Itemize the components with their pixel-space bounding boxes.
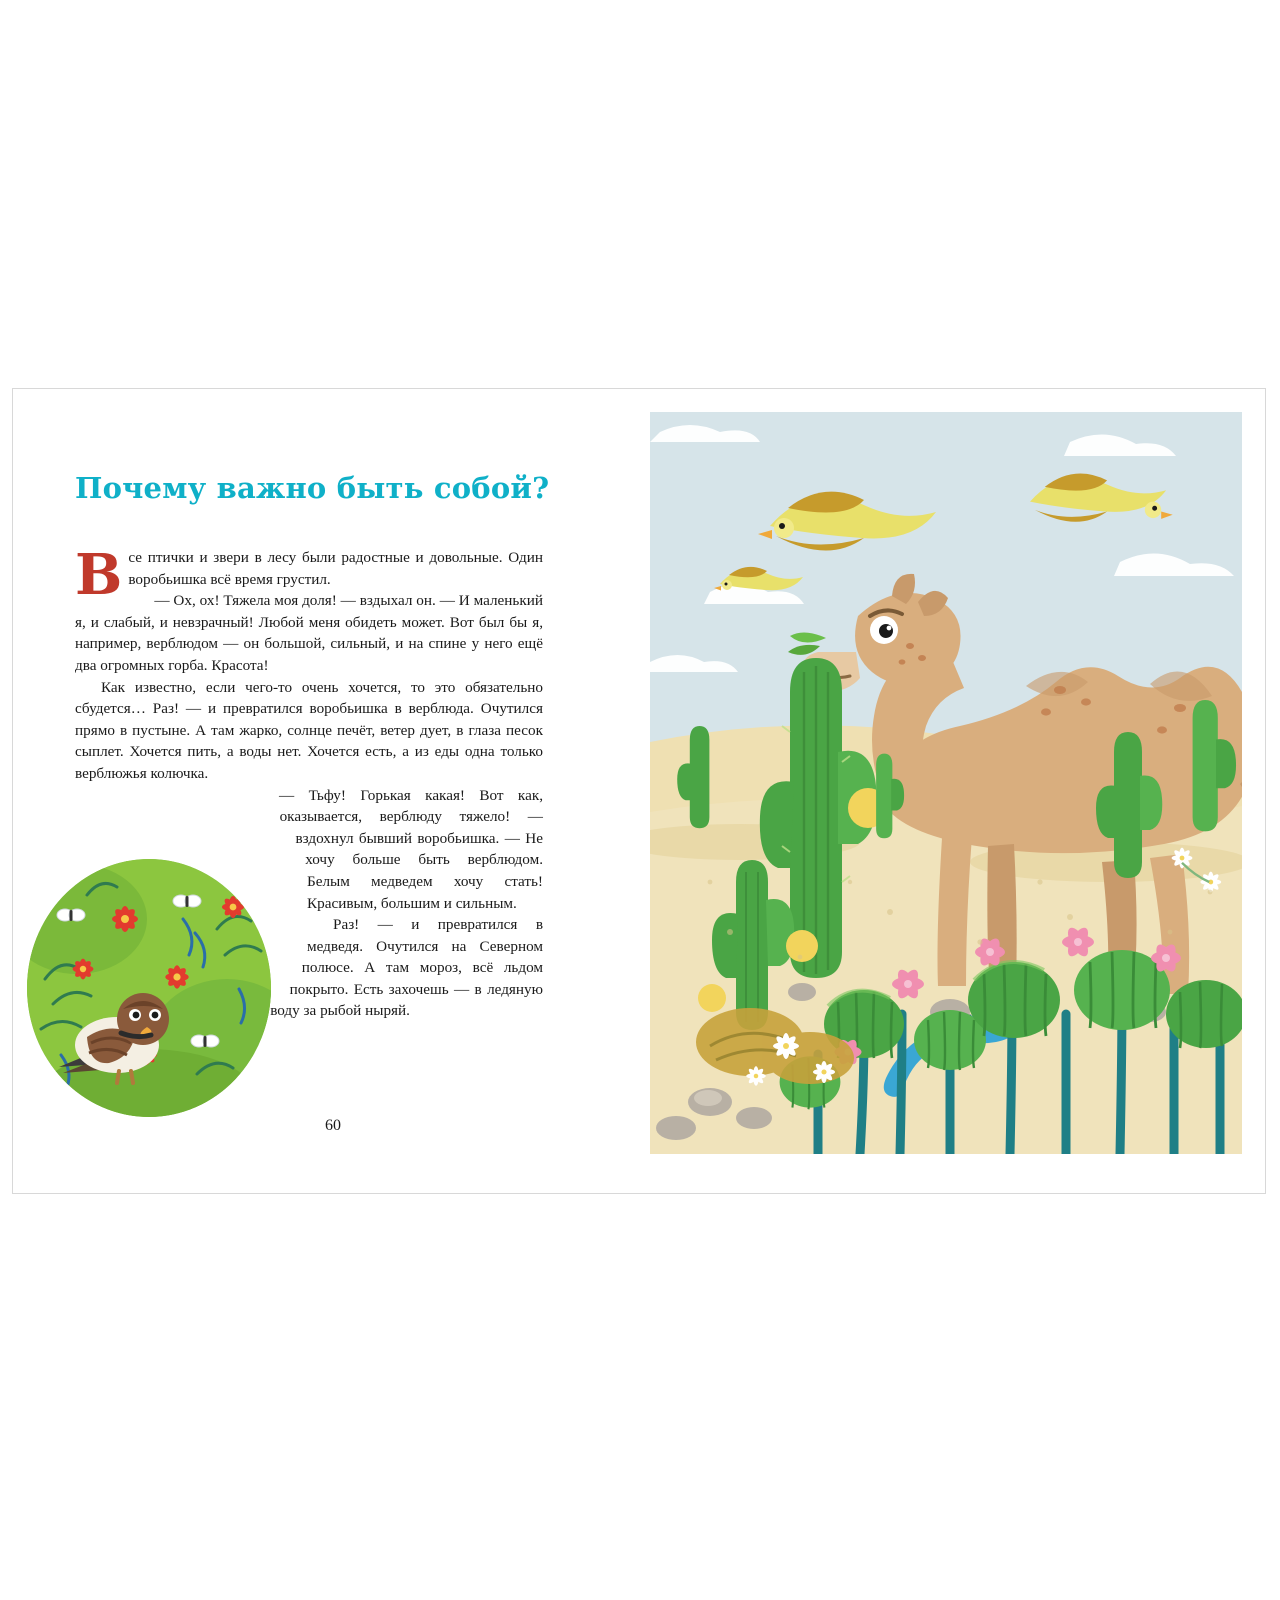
- sparrow-in-meadow-illustration: [27, 859, 271, 1117]
- page-number: 60: [325, 1117, 341, 1134]
- camel-in-desert-illustration: [650, 412, 1242, 1154]
- book-page-spread: [12, 388, 1266, 1194]
- page-title: Почему важно быть собой?: [75, 471, 550, 505]
- drop-cap: В: [75, 542, 123, 608]
- paragraph-2: — Ох, ох! Тяжела моя доля! — вздыхал он. — И маленький я, и слабый, и невзрачный! Любой меня обидеть может. Вот был бы я, например, верблюдом — он большой, сильный, и на спине у него ещё два огромных горба. Красота!: [75, 592, 543, 674]
- paragraph-3: Как известно, если чего-то очень хочется, то это обязательно сбудется… Раз! — и превратился воробьишка в верблюда. Очутился прямо в пустыне. А там жарко, солнце печёт, ветер дует, в глаза песок сыплет. Хочется пить, а воды нет. Хочется есть, а из еды одна только верблюжья колючка.: [75, 678, 543, 782]
- paragraph-1: [75, 542, 543, 608]
- paragraph-1-text: се птички и звери в лесу были радостные и довольные. Один воробьишка всё время грустил.: [128, 549, 543, 588]
- paragraph-5: Раз! — и превратился в медведя. Очутился на Северном полюсе. А там мороз, всё льдом покрыто. Есть захочешь — в ледяную воду за рыбой ныряй.: [270, 916, 543, 1020]
- paragraph-4: — Тьфу! Горькая какая! Вот как, оказывается, верблюду тяжело! — вздохнул бывший воробьишка. — Не хочу больше быть верблюдом. Белым медведем хочу стать! Красивым, большим и сильным.: [279, 786, 543, 912]
